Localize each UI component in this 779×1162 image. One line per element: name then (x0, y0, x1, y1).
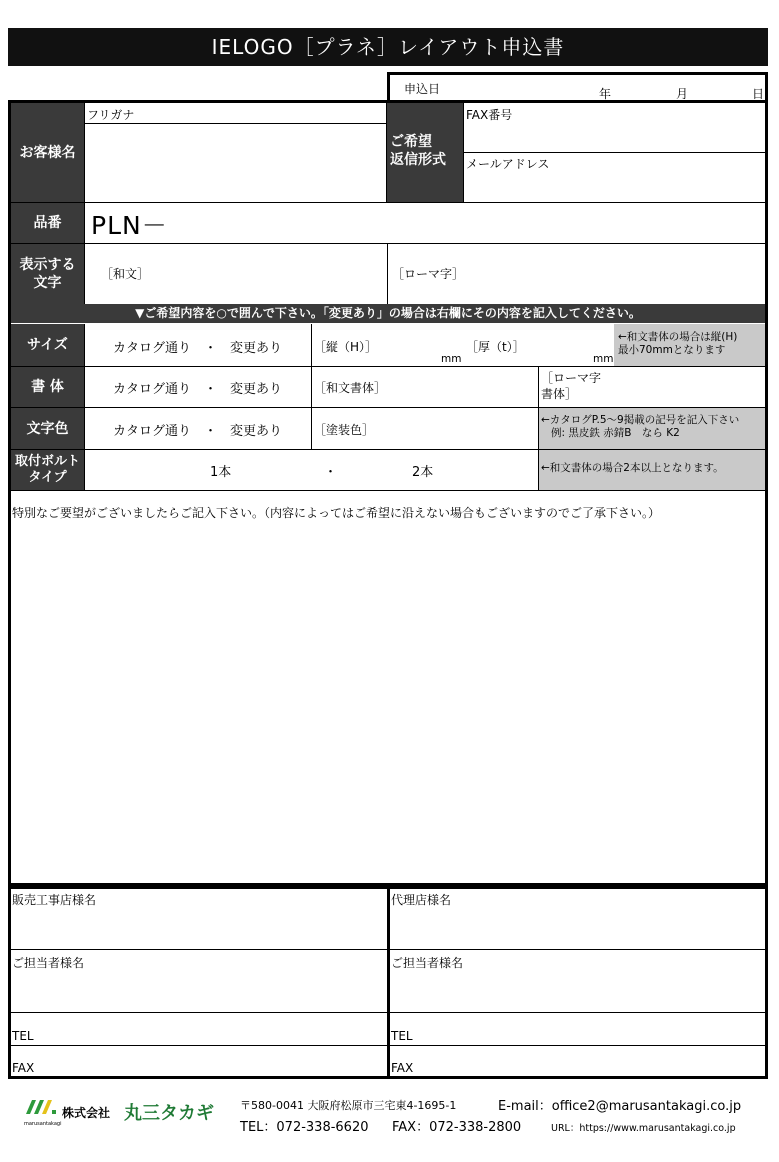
bolt-option-2[interactable]: 2本 (412, 465, 434, 480)
company-fax: FAX：072-338-2800 (392, 1120, 522, 1135)
email-label: メールアドレス (466, 157, 550, 171)
company-logo (24, 1098, 64, 1127)
color-note: ←カタログP.5～9掲載の記号を記入下さい 例: 黒皮鉄 赤錆B なら K2 (539, 408, 765, 449)
agency-tel-label: TEL (391, 1029, 413, 1043)
company-name: 丸三タカギ (124, 1103, 214, 1124)
paint-color-label: ［塗装色］ (314, 423, 375, 437)
customer-name-field[interactable] (85, 124, 387, 201)
height-label: ［縦（H）］ (314, 340, 378, 354)
logo-subtext: marusantakagi (24, 1121, 62, 1127)
dealer-name-label: 販売工事店様名 (12, 893, 97, 907)
bolt-note: ←和文書体の場合2本以上となります。 (539, 450, 765, 490)
page-title: IELOGO［プラネ］レイアウト申込書 (8, 28, 768, 66)
font-label: 書 体 (11, 367, 84, 407)
company-email[interactable]: E-mail：office2@marusantakagi.co.jp (498, 1099, 742, 1114)
roman-font-label: ［ローマ字 書体］ (541, 371, 602, 401)
dealer-person-label: ご担当者様名 (12, 956, 85, 970)
color-label: 文字色 (11, 408, 84, 449)
product-number-value[interactable]: PLN－ (91, 211, 168, 240)
special-request-field[interactable] (12, 522, 764, 882)
agency-person-label: ご担当者様名 (391, 956, 464, 970)
company-tel: TEL：072-338-6620 (240, 1120, 369, 1135)
height-mm: mm (441, 353, 462, 365)
size-label: サイズ (11, 324, 84, 366)
company-url[interactable]: URL：https://www.marusantakagi.co.jp (551, 1123, 736, 1134)
date-year: 年 (599, 87, 612, 101)
color-options[interactable]: カタログ通り ・ 変更あり (113, 424, 283, 439)
company-address: 〒580-0041 大阪府松原市三宅東4-1695-1 (240, 1099, 457, 1112)
font-options[interactable]: カタログ通り ・ 変更あり (113, 382, 283, 397)
bolt-option-1[interactable]: 1本 (210, 465, 232, 480)
fax-number-label: FAX番号 (466, 108, 513, 122)
dealer-tel-label: TEL (12, 1029, 34, 1043)
japanese-font-label: ［和文書体］ (314, 381, 387, 395)
bolt-option-dot: ・ (324, 465, 338, 480)
roman-text-field[interactable] (388, 282, 765, 304)
company-prefix: 株式会社 (62, 1106, 111, 1120)
special-request-label: 特別なご要望がございましたらご記入下さい。（内容によってはご希望に沿えない場合もございますのでご了承下さい。） (12, 506, 661, 520)
fax-number-field[interactable] (464, 120, 765, 151)
display-text-label: 表示する 文字 (11, 244, 84, 304)
agency-name-label: 代理店様名 (391, 893, 452, 907)
japanese-text-label: ［和文］ (101, 267, 150, 281)
email-field[interactable] (464, 170, 765, 201)
logo-mark-icon (24, 1098, 64, 1116)
customer-label: お客様名 (11, 103, 84, 202)
instruction-bar: ▼ご希望内容を○で囲んで下さい。「変更あり」の場合は右欄にその内容を記入してください。 (11, 304, 765, 323)
furigana-label: フリガナ (87, 108, 135, 122)
product-label: 品番 (11, 203, 84, 243)
roman-text-label: ［ローマ字］ (392, 267, 465, 281)
dealer-fax-label: FAX (12, 1061, 35, 1075)
reply-format-label: ご希望 返信形式 (387, 103, 463, 202)
size-note: ←和文書体の場合は縦(H) 最小70mmとなります (614, 324, 765, 366)
thickness-label: ［厚（t）］ (466, 340, 525, 354)
date-day: 日 (752, 87, 765, 101)
thickness-mm: mm (593, 353, 614, 365)
size-options[interactable]: カタログ通り ・ 変更あり (113, 341, 283, 356)
date-box (387, 72, 768, 102)
agency-fax-label: FAX (391, 1061, 414, 1075)
japanese-text-field[interactable] (85, 282, 386, 304)
date-label: 申込日 (404, 82, 441, 96)
bolt-type-label: 取付ボルト タイプ (11, 450, 84, 490)
date-month: 月 (676, 87, 689, 101)
